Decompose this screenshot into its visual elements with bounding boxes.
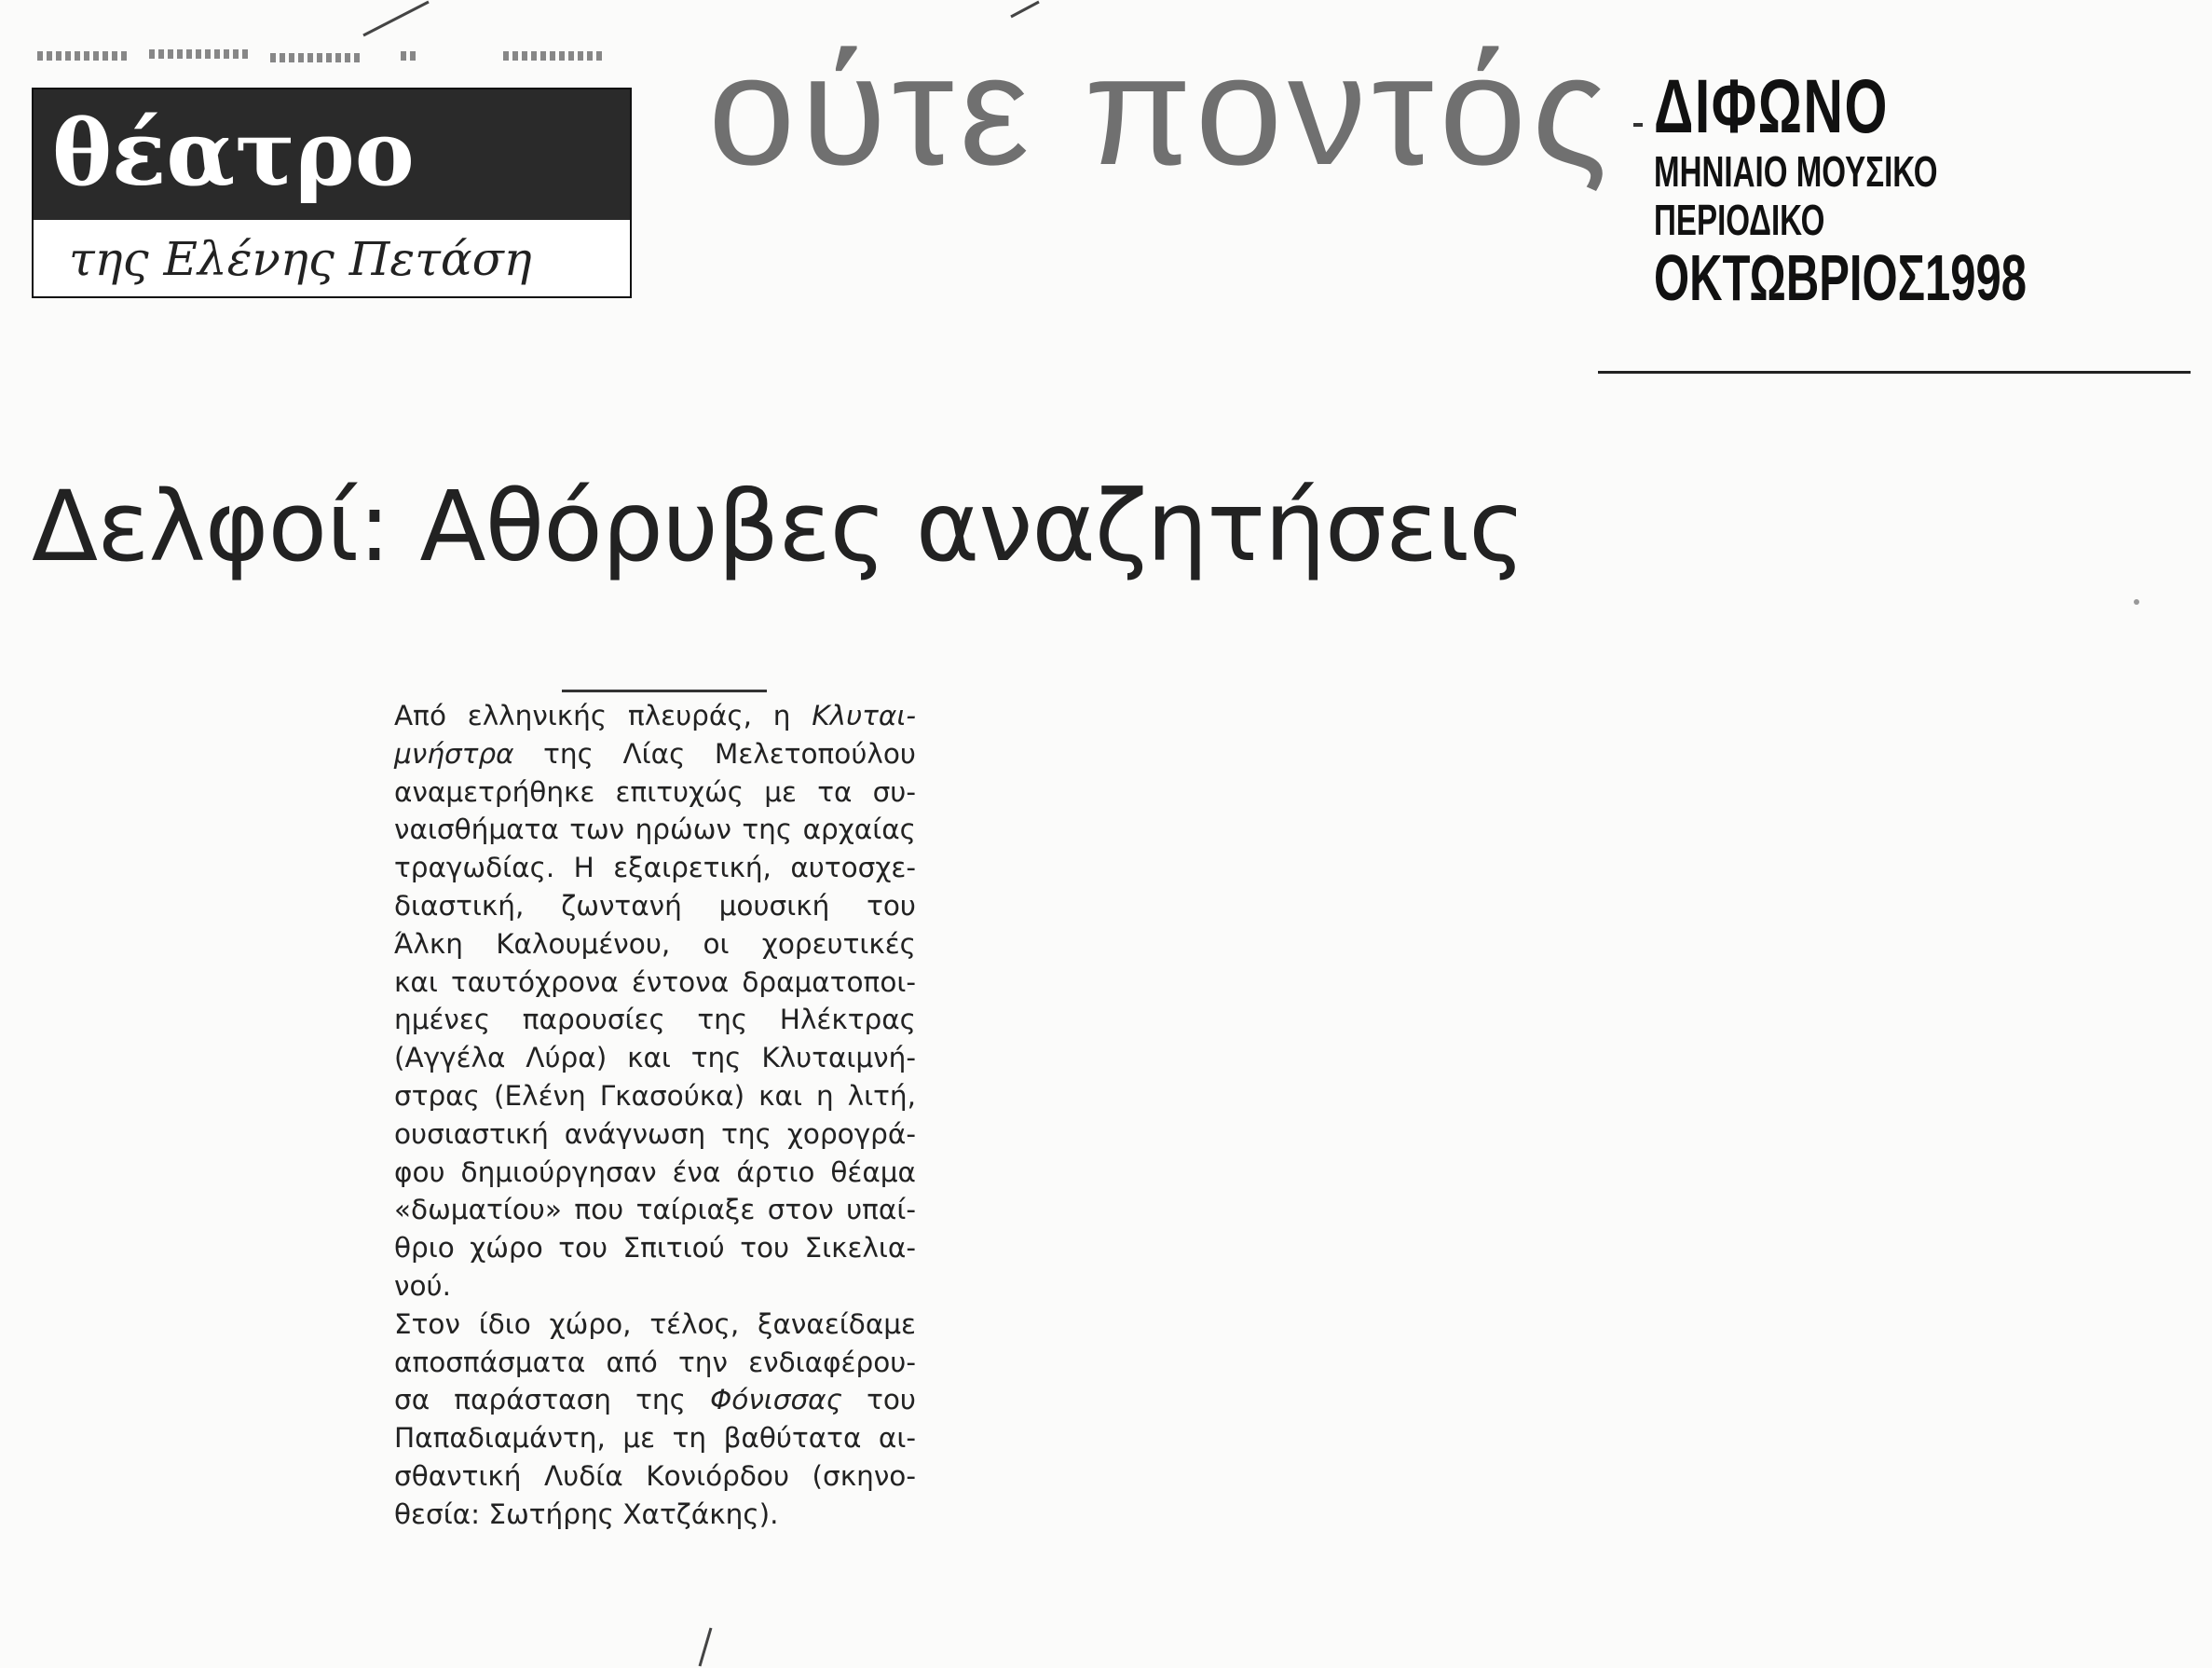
article-line: ουσιαστική ανάγνωση της χορογρά- (394, 1117, 916, 1150)
publication-subtitle-1: ΜΗΝΙΑΙΟ ΜΟΥΣΙΚΟ (1654, 147, 1938, 196)
section-header-box (32, 88, 632, 298)
article-line: διαστική, ζωντανή μουσική του (394, 889, 916, 922)
article-line: θριο χώρο του Σπιτιού του Σικελια- (394, 1232, 916, 1265)
article-line: αναμετρήθηκε επιτυχώς με τα συ- (394, 775, 916, 808)
article-line: (Αγγέλα Λύρα) και της Κλυταιμνή- (394, 1042, 916, 1074)
divider-rule (1598, 371, 2191, 374)
article-top-rule (562, 690, 767, 692)
article-line: ημένες παρουσίες της Ηλέκτρας (394, 1004, 916, 1036)
article-line: Παπαδιαμάντη, με τη βαθύτατα αι- (394, 1422, 916, 1455)
article-headline: Δελφοί: Αθόρυβες αναζητήσεις (32, 470, 1525, 583)
article-line: Στον ίδιο χώρο, τέλος, ξαναείδαμε (394, 1307, 916, 1340)
publication-name: ΔΙΦΩΝΟ (1654, 64, 1889, 149)
article-line: σα παράσταση της Φόνισσας του (394, 1384, 916, 1416)
article-line: ναισθήματα των ηρώων της αρχαίας (394, 813, 916, 846)
author-byline: της Ελένης Πετάση (69, 232, 532, 286)
article-line: και ταυτόχρονα έντονα δραματοποι- (394, 965, 916, 998)
scan-speck (2134, 599, 2139, 605)
article-line: μνήστρα της Λίας Μελετοπούλου (394, 737, 916, 770)
section-title-bar (34, 89, 630, 220)
article-line: σθαντική Λυδία Κονιόρδου (σκηνο- (394, 1459, 916, 1492)
bleed-through-strokes (28, 37, 634, 75)
article-line: στρας (Ελένη Γκασούκα) και η λιτή, (394, 1079, 916, 1112)
article-line: αποσπάσματα από την ενδιαφέρου- (394, 1346, 916, 1378)
stamp-dash (1633, 123, 1643, 127)
publication-subtitle-2: ΠΕΡΙΟΔΙΚΟ (1654, 196, 1825, 244)
publication-date: ΟΚΤΩΒΡΙΟΣ1998 (1654, 241, 2028, 314)
article-body (394, 697, 916, 1534)
article-line: «δωματίου» που ταίριαξε στον υπαί- (394, 1194, 916, 1226)
article-line: θεσία: Σωτήρης Χατζάκης). (394, 1497, 779, 1530)
bleed-through-masthead: ούτε ποντός (708, 22, 1613, 198)
scratch-mark (354, 0, 438, 37)
scratch-mark (694, 1626, 717, 1668)
article-line: Άλκη Καλουμένου, οι χορευτικές (394, 927, 916, 960)
article-line: τραγωδίας. Η εξαιρετική, αυτοσχε- (394, 852, 916, 884)
scratch-mark (1006, 0, 1044, 19)
article-line: νού. (394, 1269, 451, 1302)
article-line: Από ελληνικής πλευράς, η Κλυται- (394, 700, 916, 731)
publication-stamp (1654, 64, 2186, 314)
article-line: φου δημιούργησαν ένα άρτιο θέαμα (394, 1155, 916, 1188)
section-title: θέατρο (52, 101, 415, 206)
